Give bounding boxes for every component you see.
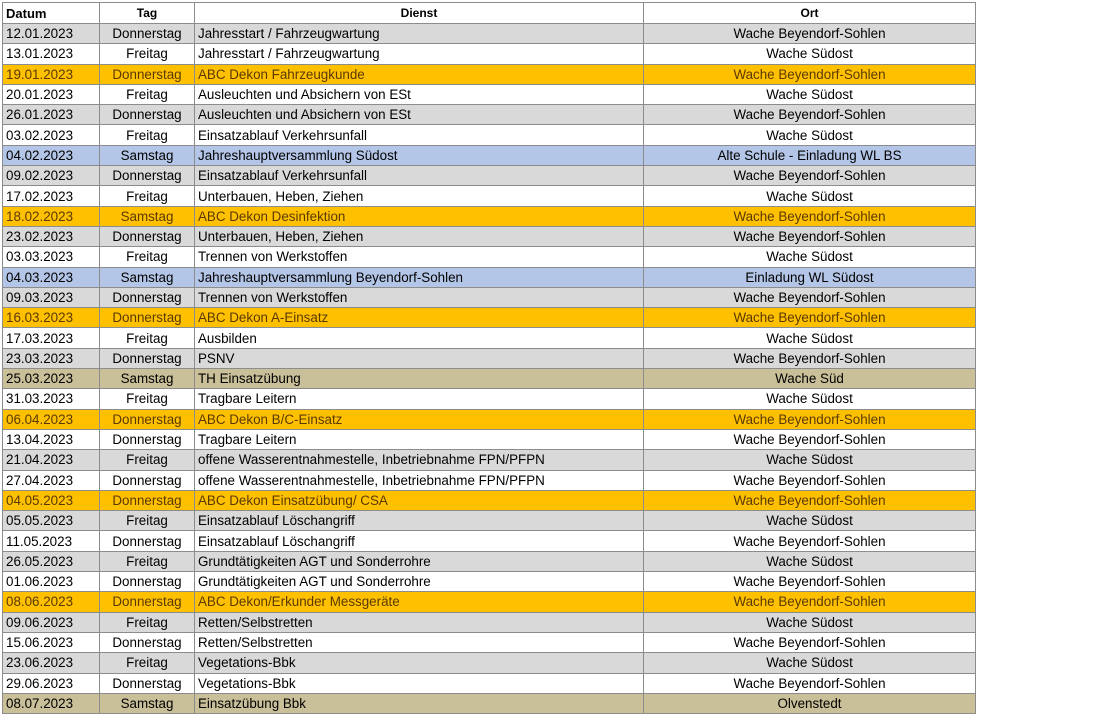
cell-place[interactable]: Wache Beyendorf-Sohlen	[644, 470, 976, 490]
cell-service[interactable]: ABC Dekon Einsatzübung/ CSA	[195, 490, 644, 510]
cell-service[interactable]: Trennen von Werkstoffen	[195, 287, 644, 307]
cell-day[interactable]: Freitag	[100, 125, 195, 145]
cell-place[interactable]: Olvenstedt	[644, 693, 976, 713]
cell-date[interactable]: 08.07.2023	[3, 693, 100, 713]
table-row	[3, 531, 976, 551]
cell-date[interactable]: 11.05.2023	[3, 531, 100, 551]
cell-service[interactable]: offene Wasserentnahmestelle, Inbetriebnahme FPN/PFPN	[195, 470, 644, 490]
cell-date[interactable]: 13.01.2023	[3, 44, 100, 64]
cell-day[interactable]: Samstag	[100, 206, 195, 226]
cell-day[interactable]: Freitag	[100, 328, 195, 348]
table-row	[3, 592, 976, 612]
cell-date[interactable]: 06.04.2023	[3, 409, 100, 429]
cell-date[interactable]: 31.03.2023	[3, 389, 100, 409]
cell-day[interactable]: Donnerstag	[100, 572, 195, 592]
cell-place[interactable]: Wache Südost	[644, 247, 976, 267]
cell-date[interactable]: 23.02.2023	[3, 226, 100, 246]
table-row	[3, 64, 976, 84]
cell-place[interactable]: Wache Südost	[644, 450, 976, 470]
cell-service[interactable]: Einsatzablauf Verkehrsunfall	[195, 166, 644, 186]
cell-date[interactable]: 17.03.2023	[3, 328, 100, 348]
cell-service[interactable]: Tragbare Leitern	[195, 429, 644, 449]
table-row	[3, 572, 976, 592]
cell-place[interactable]: Wache Beyendorf-Sohlen	[644, 24, 976, 44]
cell-place[interactable]: Wache Beyendorf-Sohlen	[644, 206, 976, 226]
header-service[interactable]: Dienst	[195, 3, 644, 24]
table-row	[3, 409, 976, 429]
cell-date[interactable]: 03.03.2023	[3, 247, 100, 267]
cell-service[interactable]: Retten/Selbstretten	[195, 612, 644, 632]
cell-service[interactable]: Jahreshauptversammlung Beyendorf-Sohlen	[195, 267, 644, 287]
cell-service[interactable]: Einsatzablauf Verkehrsunfall	[195, 125, 644, 145]
cell-service[interactable]: ABC Dekon A-Einsatz	[195, 308, 644, 328]
cell-service[interactable]: Ausleuchten und Absichern von ESt	[195, 84, 644, 104]
cell-day[interactable]: Freitag	[100, 389, 195, 409]
cell-date[interactable]: 09.03.2023	[3, 287, 100, 307]
cell-place[interactable]: Wache Südost	[644, 511, 976, 531]
table-row	[3, 24, 976, 44]
cell-day[interactable]: Donnerstag	[100, 308, 195, 328]
cell-day[interactable]: Freitag	[100, 44, 195, 64]
cell-service[interactable]: Einsatzablauf Löschangriff	[195, 511, 644, 531]
cell-place[interactable]: Wache Beyendorf-Sohlen	[644, 226, 976, 246]
cell-service[interactable]: PSNV	[195, 348, 644, 368]
cell-date[interactable]: 09.02.2023	[3, 166, 100, 186]
cell-place[interactable]: Wache Beyendorf-Sohlen	[644, 166, 976, 186]
cell-day[interactable]: Samstag	[100, 693, 195, 713]
cell-place[interactable]: Wache Südost	[644, 186, 976, 206]
table-row	[3, 145, 976, 165]
cell-service[interactable]: offene Wasserentnahmestelle, Inbetriebnahme FPN/PFPN	[195, 450, 644, 470]
table-row	[3, 247, 976, 267]
cell-place[interactable]: Wache Südost	[644, 44, 976, 64]
cell-date[interactable]: 23.03.2023	[3, 348, 100, 368]
table-row	[3, 673, 976, 693]
cell-service[interactable]: Jahreshauptversammlung Südost	[195, 145, 644, 165]
cell-date[interactable]: 23.06.2023	[3, 653, 100, 673]
cell-service[interactable]: Jahresstart / Fahrzeugwartung	[195, 44, 644, 64]
cell-place[interactable]: Wache Südost	[644, 551, 976, 571]
table-row	[3, 308, 976, 328]
table-row	[3, 551, 976, 571]
table-row	[3, 389, 976, 409]
table-row	[3, 653, 976, 673]
cell-day[interactable]: Donnerstag	[100, 592, 195, 612]
cell-day[interactable]: Donnerstag	[100, 531, 195, 551]
cell-day[interactable]: Donnerstag	[100, 632, 195, 652]
cell-place[interactable]: Wache Beyendorf-Sohlen	[644, 105, 976, 125]
table-row	[3, 44, 976, 64]
cell-place[interactable]: Wache Südost	[644, 612, 976, 632]
cell-day[interactable]: Donnerstag	[100, 24, 195, 44]
table-row	[3, 328, 976, 348]
cell-place[interactable]: Wache Beyendorf-Sohlen	[644, 632, 976, 652]
cell-date[interactable]: 21.04.2023	[3, 450, 100, 470]
table-row	[3, 105, 976, 125]
header-date[interactable]: Datum	[3, 3, 100, 24]
cell-date[interactable]: 26.05.2023	[3, 551, 100, 571]
table-row	[3, 612, 976, 632]
cell-date[interactable]: 13.04.2023	[3, 429, 100, 449]
cell-place[interactable]: Wache Beyendorf-Sohlen	[644, 673, 976, 693]
cell-service[interactable]: Ausbilden	[195, 328, 644, 348]
cell-day[interactable]: Freitag	[100, 84, 195, 104]
cell-service[interactable]: Einsatzübung Bbk	[195, 693, 644, 713]
cell-day[interactable]: Freitag	[100, 551, 195, 571]
header-row	[3, 3, 976, 24]
table-row	[3, 429, 976, 449]
cell-service[interactable]: ABC Dekon Fahrzeugkunde	[195, 64, 644, 84]
cell-date[interactable]: 12.01.2023	[3, 24, 100, 44]
table-row	[3, 166, 976, 186]
cell-place[interactable]: Wache Süd	[644, 369, 976, 389]
cell-date[interactable]: 27.04.2023	[3, 470, 100, 490]
cell-date[interactable]: 19.01.2023	[3, 64, 100, 84]
table-row	[3, 125, 976, 145]
cell-date[interactable]: 15.06.2023	[3, 632, 100, 652]
table-row	[3, 369, 976, 389]
table-row	[3, 287, 976, 307]
cell-day[interactable]: Freitag	[100, 511, 195, 531]
schedule-rows	[3, 24, 976, 714]
cell-place[interactable]: Wache Südost	[644, 328, 976, 348]
cell-place[interactable]: Wache Beyendorf-Sohlen	[644, 348, 976, 368]
cell-date[interactable]: 20.01.2023	[3, 84, 100, 104]
table-row	[3, 84, 976, 104]
cell-date[interactable]: 18.02.2023	[3, 206, 100, 226]
cell-date[interactable]: 01.06.2023	[3, 572, 100, 592]
cell-service[interactable]: Ausleuchten und Absichern von ESt	[195, 105, 644, 125]
table-row	[3, 267, 976, 287]
cell-service[interactable]: Vegetations-Bbk	[195, 673, 644, 693]
cell-service[interactable]: Jahresstart / Fahrzeugwartung	[195, 24, 644, 44]
cell-place[interactable]: Wache Beyendorf-Sohlen	[644, 429, 976, 449]
table-row	[3, 490, 976, 510]
cell-place[interactable]: Wache Beyendorf-Sohlen	[644, 490, 976, 510]
cell-day[interactable]: Donnerstag	[100, 673, 195, 693]
cell-date[interactable]: 16.03.2023	[3, 308, 100, 328]
table-row	[3, 511, 976, 531]
cell-date[interactable]: 17.02.2023	[3, 186, 100, 206]
cell-day[interactable]: Freitag	[100, 247, 195, 267]
cell-service[interactable]: Einsatzablauf Löschangriff	[195, 531, 644, 551]
cell-service[interactable]: Trennen von Werkstoffen	[195, 247, 644, 267]
table-row	[3, 226, 976, 246]
cell-place[interactable]: Wache Beyendorf-Sohlen	[644, 287, 976, 307]
cell-service[interactable]: Unterbauen, Heben, Ziehen	[195, 226, 644, 246]
cell-service[interactable]: Grundtätigkeiten AGT und Sonderrohre	[195, 572, 644, 592]
cell-date[interactable]: 09.06.2023	[3, 612, 100, 632]
cell-date[interactable]: 04.03.2023	[3, 267, 100, 287]
cell-date[interactable]: 04.02.2023	[3, 145, 100, 165]
cell-place[interactable]: Wache Südost	[644, 84, 976, 104]
cell-service[interactable]: ABC Dekon Desinfektion	[195, 206, 644, 226]
cell-day[interactable]: Donnerstag	[100, 490, 195, 510]
cell-service[interactable]: Tragbare Leitern	[195, 389, 644, 409]
cell-place[interactable]: Wache Beyendorf-Sohlen	[644, 64, 976, 84]
cell-service[interactable]: Retten/Selbstretten	[195, 632, 644, 652]
header-place[interactable]: Ort	[644, 3, 976, 24]
cell-day[interactable]: Freitag	[100, 450, 195, 470]
cell-day[interactable]: Donnerstag	[100, 429, 195, 449]
cell-place[interactable]: Wache Beyendorf-Sohlen	[644, 592, 976, 612]
table-row	[3, 186, 976, 206]
cell-day[interactable]: Donnerstag	[100, 105, 195, 125]
table-row	[3, 450, 976, 470]
cell-date[interactable]: 29.06.2023	[3, 673, 100, 693]
cell-day[interactable]: Donnerstag	[100, 166, 195, 186]
cell-place[interactable]: Wache Südost	[644, 389, 976, 409]
cell-place[interactable]: Wache Beyendorf-Sohlen	[644, 409, 976, 429]
cell-day[interactable]: Freitag	[100, 186, 195, 206]
cell-day[interactable]: Donnerstag	[100, 64, 195, 84]
cell-service[interactable]: Grundtätigkeiten AGT und Sonderrohre	[195, 551, 644, 571]
cell-day[interactable]: Donnerstag	[100, 348, 195, 368]
cell-day[interactable]: Samstag	[100, 145, 195, 165]
cell-place[interactable]: Wache Beyendorf-Sohlen	[644, 531, 976, 551]
cell-date[interactable]: 25.03.2023	[3, 369, 100, 389]
cell-date[interactable]: 08.06.2023	[3, 592, 100, 612]
cell-day[interactable]: Donnerstag	[100, 226, 195, 246]
table-row	[3, 693, 976, 713]
cell-day[interactable]: Samstag	[100, 369, 195, 389]
table-row	[3, 348, 976, 368]
cell-service[interactable]: TH Einsatzübung	[195, 369, 644, 389]
cell-service[interactable]: ABC Dekon B/C-Einsatz	[195, 409, 644, 429]
table-row	[3, 470, 976, 490]
cell-day[interactable]: Donnerstag	[100, 287, 195, 307]
cell-service[interactable]: Vegetations-Bbk	[195, 653, 644, 673]
cell-day[interactable]: Donnerstag	[100, 409, 195, 429]
cell-day[interactable]: Freitag	[100, 653, 195, 673]
cell-date[interactable]: 04.05.2023	[3, 490, 100, 510]
cell-service[interactable]: ABC Dekon/Erkunder Messgeräte	[195, 592, 644, 612]
cell-place[interactable]: Wache Beyendorf-Sohlen	[644, 572, 976, 592]
cell-place[interactable]: Alte Schule - Einladung WL BS	[644, 145, 976, 165]
cell-place[interactable]: Wache Beyendorf-Sohlen	[644, 308, 976, 328]
table-row	[3, 632, 976, 652]
cell-place[interactable]: Einladung WL Südost	[644, 267, 976, 287]
cell-day[interactable]: Samstag	[100, 267, 195, 287]
cell-service[interactable]: Unterbauen, Heben, Ziehen	[195, 186, 644, 206]
cell-day[interactable]: Donnerstag	[100, 470, 195, 490]
cell-place[interactable]: Wache Südost	[644, 125, 976, 145]
cell-date[interactable]: 03.02.2023	[3, 125, 100, 145]
header-day[interactable]: Tag	[100, 3, 195, 24]
cell-date[interactable]: 05.05.2023	[3, 511, 100, 531]
schedule-table	[2, 2, 976, 714]
cell-date[interactable]: 26.01.2023	[3, 105, 100, 125]
table-row	[3, 206, 976, 226]
cell-place[interactable]: Wache Südost	[644, 653, 976, 673]
cell-day[interactable]: Freitag	[100, 612, 195, 632]
